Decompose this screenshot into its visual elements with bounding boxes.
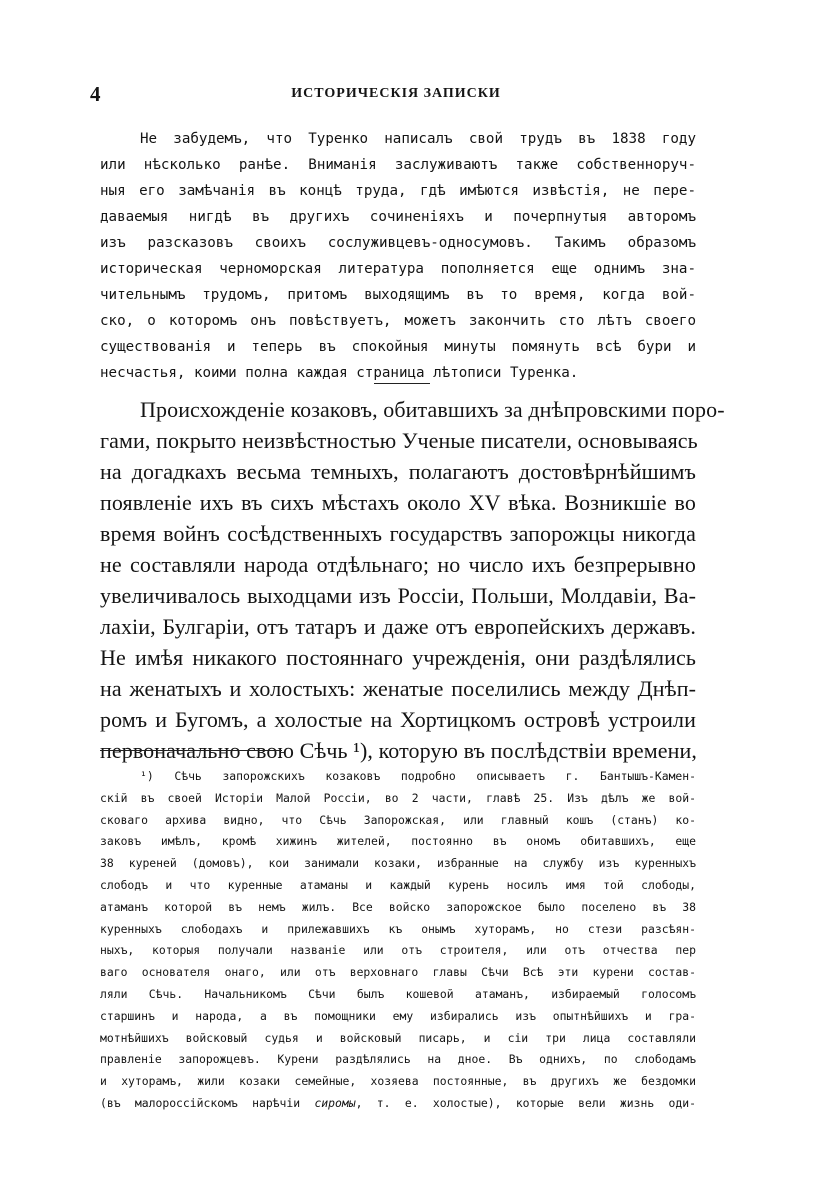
footnote-line: ныхъ, которыя получали названіе или отъ строителя, или отъ отчества пер — [100, 943, 696, 958]
footnote-line: заковъ имѣлъ, кромѣ хижинъ жителей, постоянно въ ономъ обитавшихъ, еще — [100, 834, 696, 849]
footnote-rule — [100, 750, 282, 751]
main-line: время войнъ сосѣдственныхъ государствъ запорожцы никогда — [100, 521, 696, 546]
footnote-line: атаманъ которой въ немъ жилъ. Все войско запорожское было поселено въ 38 — [100, 899, 696, 914]
footnote-line: ляли Сѣчь. Начальникомъ Сѣчи былъ кошевой атаманъ, избираемый голосомъ — [100, 986, 696, 1001]
footnote-line: и хуторамъ, жили козаки семейные, хозяева постоянные, въ другихъ же бездомки — [100, 1074, 696, 1089]
intro-line: несчастья, коими полна каждая страница лѣтописи Туренка. — [100, 365, 579, 381]
intro-line: ско, о которомъ онъ повѣствуетъ, можетъ закончить сто лѣтъ своего — [100, 313, 696, 329]
intro-line: ныя его замѣчанія въ концѣ труда, гдѣ имѣются извѣстія, не пере- — [100, 183, 696, 199]
page-number: 4 — [90, 82, 101, 106]
intro-line: чительнымъ трудомъ, притомъ выходящимъ въ то время, когда вой- — [100, 287, 696, 303]
footnote-italic-term: сиромы — [314, 1095, 356, 1110]
main-line: Происхожденіе козаковъ, обитавшихъ за днѣпровскими поро- — [140, 397, 725, 422]
main-line: на догадкахъ весьма темныхъ, полагаютъ достовѣрнѣйшимъ — [100, 459, 696, 484]
intro-line: или нѣсколько ранѣе. Вниманія заслуживаютъ также собственноруч- — [100, 157, 696, 173]
main-line: Не имѣя никакого постояннаго учрежденія, они раздѣлялись — [100, 645, 696, 670]
footnote-line: ¹) Сѣчь запорожскихъ козаковъ подробно описываетъ г. Бантышъ-Камен- — [140, 769, 696, 783]
intro-line: существованія и теперь въ спокойныя минуты помянуть всѣ бури и — [100, 339, 696, 355]
main-line: ромъ и Бугомъ, а холостые на Хортицкомъ островѣ устроили — [100, 707, 696, 732]
main-line: на женатыхъ и холостыхъ: женатые поселились между Днѣп- — [100, 676, 696, 701]
footnote-line: мотнѣйшихъ войсковый судья и войсковый писарь, и сіи три лица составляли — [100, 1030, 696, 1045]
main-line: появленіе ихъ въ сихъ мѣстахъ около XV вѣка. Возникшіе во — [100, 490, 696, 515]
footnote-line: ваго основателя онаго, или отъ верховнаго главы Сѣчи Всѣ эти курени состав- — [100, 965, 696, 980]
intro-line: Не забудемъ, что Туренко написалъ свой трудъ въ 1838 году — [140, 131, 696, 147]
main-line: лахіи, Булгаріи, отъ татаръ и даже отъ европейскихъ державъ. — [100, 614, 696, 639]
footnote-line: 38 куреней (домовъ), кои занимали козаки, избранные на службу изъ куренныхъ — [100, 856, 696, 871]
intro-line: даваемыя нигдѣ въ другихъ сочиненіяхъ и почерпнутыя авторомъ — [100, 209, 696, 225]
footnote-last-line — [100, 1093, 696, 1115]
intro-line: изъ разсказовъ своихъ сослуживцевъ-односумовъ. Такимъ образомъ — [100, 235, 696, 251]
main-line: увеличивалось выходцами изъ Россіи, Польши, Молдавіи, Ва- — [100, 583, 696, 608]
intro-line: историческая черноморская литература пополняется еще однимъ зна- — [100, 261, 696, 277]
footnote-line: слободъ и что куренные атаманы и каждый курень носилъ имя той слободы, — [100, 877, 696, 892]
section-separator — [374, 383, 430, 384]
footnote-line: куренныхъ слободахъ и прилежавшихъ къ онымъ хуторамъ, но стези разсѣян- — [100, 921, 696, 936]
footnote-line: сковаго архива видно, что Сѣчь Запорожская, или главный кошъ (станъ) ко- — [100, 812, 696, 827]
footnote-line: скій въ своей Исторіи Малой Россіи, во 2 части, главѣ 25. Изъ дѣлъ же вой- — [100, 790, 696, 805]
main-line: гами, покрыто неизвѣстностью Ученые писатели, основываясь — [100, 428, 698, 453]
main-line: не составляли народа отдѣльнаго; но число ихъ безпрерывно — [100, 552, 696, 577]
footnote-text: (въ малороссійскомъ нарѣчіи — [100, 1095, 315, 1110]
footnote-text: , т. е. холостые), которые вели жизнь оди- — [355, 1095, 696, 1110]
footnote — [100, 766, 696, 1115]
footnote-line: старшинъ и народа, а въ помощники ему избирались изъ опытнѣйшихъ и гра- — [100, 1008, 696, 1023]
main-paragraph — [100, 394, 725, 766]
intro-paragraph — [100, 126, 696, 386]
running-title: ИСТОРИЧЕСКІЯ ЗАПИСКИ — [291, 86, 501, 101]
main-line: первоначально свою Сѣчь ¹), которую въ послѣдствіи времени, — [100, 738, 697, 763]
footnote-line: правленіе запорожцевъ. Курени раздѣлялись на дное. Въ однихъ, по слободамъ — [100, 1052, 696, 1067]
